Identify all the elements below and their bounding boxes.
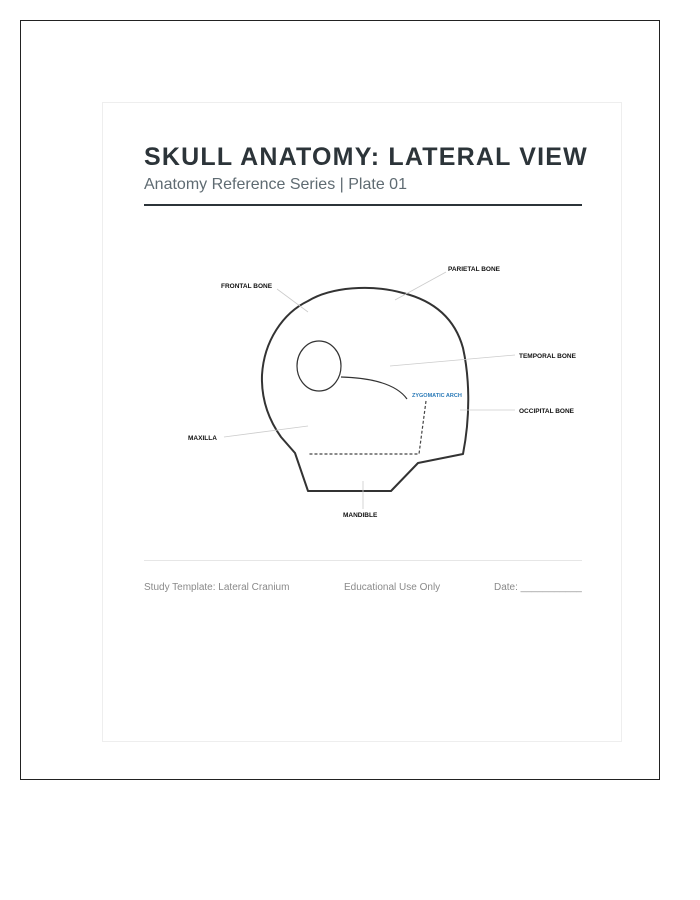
leader-line-parietal	[395, 272, 446, 300]
skull-diagram	[103, 103, 623, 553]
page-subtitle: Anatomy Reference Series | Plate 01	[144, 176, 407, 193]
zygomatic-arch-curve	[341, 377, 407, 399]
page-title: SKULL ANATOMY: LATERAL VIEW	[144, 143, 588, 171]
label-maxilla: MAXILLA	[188, 435, 217, 442]
leader-line-temporal	[390, 355, 515, 366]
footer-divider	[144, 560, 582, 561]
footer-usage-note: Educational Use Only	[344, 582, 441, 593]
jaw-dashed-line	[308, 401, 426, 454]
orbit	[297, 341, 341, 391]
label-temporal-bone: TEMPORAL BONE	[519, 353, 576, 360]
leader-line-maxilla	[224, 426, 308, 437]
footer-template-name: Study Template: Lateral Cranium	[144, 582, 290, 593]
label-mandible: MANDIBLE	[343, 512, 378, 519]
page-frame	[20, 20, 660, 780]
label-parietal-bone: PARIETAL BONE	[448, 266, 501, 273]
label-frontal-bone: FRONTAL BONE	[221, 283, 273, 290]
footer-date-field: Date: ___________	[494, 582, 582, 593]
leader-line-frontal	[277, 289, 308, 312]
label-zygomatic-arch: ZYGOMATIC ARCH	[412, 393, 462, 399]
label-occipital-bone: OCCIPITAL BONE	[519, 408, 575, 415]
skull-outline	[262, 288, 468, 491]
worksheet	[102, 102, 622, 742]
